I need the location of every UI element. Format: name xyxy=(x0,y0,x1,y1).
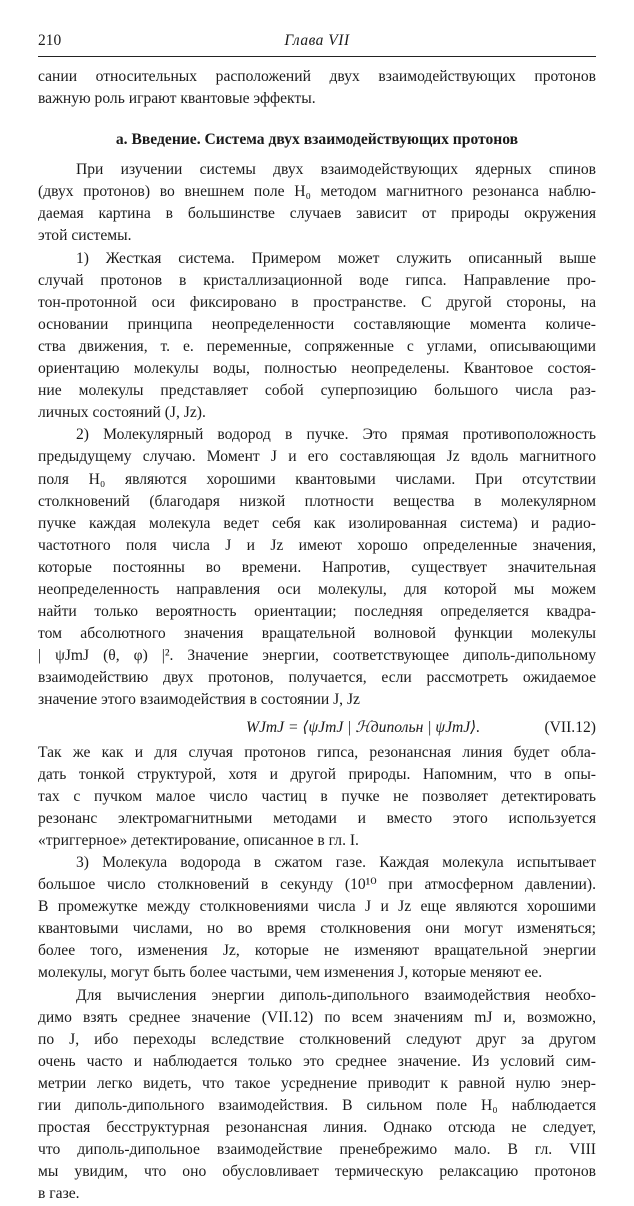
paragraph-compressed-gas xyxy=(38,852,596,985)
text-line: очень часто и наблюдается только это среднее значение. Из условий сим- xyxy=(38,1052,596,1070)
text-line: найти только вероятность ориентации; последняя определяется квадра- xyxy=(38,603,596,621)
text-line: важную роль играют квантовые эффекты. xyxy=(38,90,316,108)
text-line: дать тонкой структурой, хотя и другой природы. Напомним, что в опы- xyxy=(38,765,596,783)
text-line: «триггерное» детектирование, описанное в гл. I. xyxy=(38,831,359,849)
text-line: | ψJmJ (θ, φ) |². Значение энергии, соответствующее диполь-дипольному xyxy=(38,647,596,665)
text-line: молекулы, могут быть более частыми, чем изменения J, которые меняют ее. xyxy=(38,964,543,982)
paragraph-environment xyxy=(38,159,596,247)
text-line: взаимодействию двух протонов, получается, если рассмотреть ожидаемое xyxy=(38,669,596,687)
paragraph-molecular-beam xyxy=(38,424,596,711)
text-line: ние молекулы представляет собой суперпозицию большого числа раз- xyxy=(38,382,596,400)
text-line: столкновений (благодаря низкой плотности вещества в молекулярном xyxy=(38,492,596,510)
chapter-label: Глава VII xyxy=(284,32,350,49)
text-line: предыдущему случаю. Момент J и его составляющая Jz вдоль магнитного xyxy=(38,448,596,466)
paragraph-fine-structure xyxy=(38,742,596,852)
text-line: поля H₀ являются хорошими квантовыми числами. При отсутствии xyxy=(38,470,596,488)
text-line: гии диполь-дипольного взаимодействия. В сильном поле H₀ наблюдается xyxy=(38,1097,596,1115)
text-line: В промежутке между столкновениями числа J и Jz еще являются хорошими xyxy=(38,898,596,916)
equation-number: (VII.12) xyxy=(544,718,596,736)
text-line: тах с пучком малое число частиц в пучке не позволяет детектировать xyxy=(38,787,596,805)
text-line: (двух протонов) во внешнем поле H₀ методом магнитного резонанса наблю- xyxy=(38,183,596,201)
text-line: что диполь-дипольное взаимодействие пренебрежимо мало. В гл. VIII xyxy=(38,1141,596,1159)
text-line: мы увидим, что оно обусловливает термическую релаксацию протонов xyxy=(38,1163,596,1181)
text-line: случай протонов в кристаллизационной воде гипса. Направление про- xyxy=(38,271,596,289)
text-line: димо взять среднее значение (VII.12) по всем значениям mJ и, возможно, xyxy=(38,1008,596,1026)
text-line: резонанс электромагнитными методами и вместо этого используется xyxy=(38,809,596,827)
header-rule xyxy=(38,56,596,57)
equation-formula: WJmJ = ⟨ψJmJ | ℋдипольн | ψJmJ⟩. xyxy=(246,718,481,736)
text-line: частотного поля числа J и Jz имеют хорошо определенные значения, xyxy=(38,536,596,554)
text-line: более того, изменения Jz, которые не изменяют вращательной энергии xyxy=(38,942,596,960)
text-line: Для вычисления энергии диполь-дипольного взаимодействия необхо- xyxy=(76,986,596,1004)
text-line: При изучении системы двух взаимодействующих ядерных спинов xyxy=(76,161,596,179)
text-line: тон-протонной оси фиксировано в пространстве. С другой стороны, на xyxy=(38,293,596,311)
text-line: значение этого взаимодействия в состоянии J, Jz xyxy=(38,691,360,709)
section-heading: а. Введение. Система двух взаимодействующих протонов xyxy=(115,131,519,149)
text-line: ориентацию молекулы воды, полностью неопределены. Квантовое состоя- xyxy=(38,360,596,378)
text-line: в газе. xyxy=(38,1185,80,1203)
body-text xyxy=(38,66,596,1206)
text-line: 2) Молекулярный водород в пучке. Это прямая противоположность xyxy=(76,426,596,444)
text-line: метрии легко видеть, что такое усреднение приводит к равной нулю энер- xyxy=(38,1074,596,1092)
text-line: Так же как и для случая протонов гипса, резонансная линия будет обла- xyxy=(38,743,596,761)
text-line: этой системы. xyxy=(38,227,132,245)
text-line: даемая картина в большинстве случаев зависит от природы окружения xyxy=(38,205,596,223)
text-line: простая бесструктурная резонансная линия. Однако отсюда не следует, xyxy=(38,1119,596,1137)
text-line: личных состояний (J, Jz). xyxy=(38,404,206,422)
text-line: 1) Жесткая система. Примером может служить описанный выше xyxy=(76,249,596,267)
text-line: том абсолютного значения вращательной волновой функции молекулы xyxy=(38,625,596,643)
text-line: большое число столкновений в секунду (10¹⁰ при атмосферном давлении). xyxy=(38,876,596,894)
text-line: пучке каждая молекула ведет себя как изолированная система) и радио- xyxy=(38,514,596,532)
paragraph-averaging xyxy=(38,985,596,1206)
page-number: 210 xyxy=(38,32,62,49)
text-line: по J, ибо переходы вследствие столкновений следуют друг за другом xyxy=(38,1030,596,1048)
equation-line xyxy=(38,714,596,741)
text-line: которые постоянны во времени. Напротив, существует значительная xyxy=(38,558,596,576)
text-line: сании относительных расположений двух взаимодействующих протонов xyxy=(38,68,596,85)
running-head xyxy=(38,32,596,56)
text-line: квантовыми числами, но во время столкновения они могут изменяться; xyxy=(38,920,596,938)
text-line: неопределенность направления оси молекулы, для которой мы можем xyxy=(38,580,596,598)
text-line: ства движения, т. е. переменные, сопряженные с углами, описывающими xyxy=(38,337,596,355)
text-line: основании принципа неопределенности составляющие момента количе- xyxy=(38,315,596,333)
intro-paragraph xyxy=(38,66,596,110)
paragraph-rigid-system xyxy=(38,248,596,425)
text-line: 3) Молекула водорода в сжатом газе. Каждая молекула испытывает xyxy=(76,854,596,871)
